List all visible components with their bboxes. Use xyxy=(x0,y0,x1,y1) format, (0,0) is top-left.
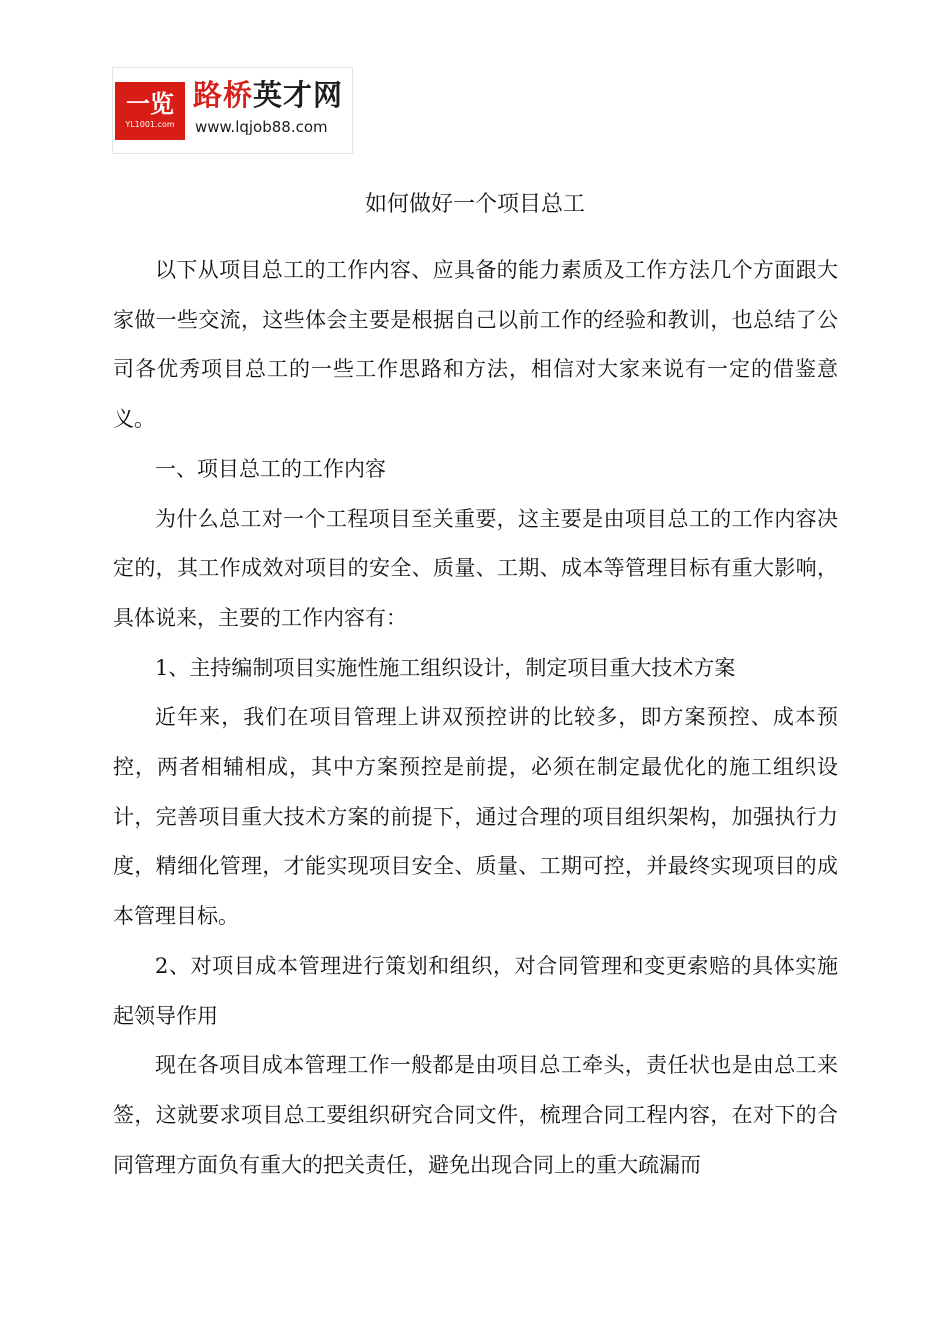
document-title: 如何做好一个项目总工 xyxy=(364,192,585,217)
logo-badge-main: 一览 xyxy=(126,90,174,118)
logo-name-red: 路桥 xyxy=(193,78,254,112)
paragraph: 近年来，我们在项目管理上讲双预控讲的比较多，即方案预控、成本预控，两者相辅相成，其中方案预控是前提，必须在制定最优化的施工组织设计，完善项目重大技术方案的前提下，通过合理的项目组织架构，加强执行力度，精细化管理，才能实现项目安全、质量、工期可控，并最终实现项目的成本管理目标。 xyxy=(113,705,838,929)
logo-badge-sub: YL1001.com xyxy=(125,120,175,129)
item-heading-1: 1、主持编制项目实施性施工组织设计，制定项目重大技术方案 xyxy=(155,655,736,680)
item-heading-2: 2、对项目成本管理进行策划和组织，对合同管理和变更索赔的具体实施起领导作用 xyxy=(113,953,838,1028)
logo-name xyxy=(193,78,343,112)
paragraph-intro: 以下从项目总工的工作内容、应具备的能力素质及工作方法几个方面跟大家做一些交流，这些体会主要是根据自己以前工作的经验和教训，也总结了公司各优秀项目总工的一些工作思路和方法，相信对大家来说有一定的借鉴意义。 xyxy=(113,258,838,432)
logo-url: www.lqjob88.com xyxy=(195,118,328,136)
paragraph: 为什么总工对一个工程项目至关重要，这主要是由项目总工的工作内容决定的，其工作成效对项目的安全、质量、工期、成本等管理目标有重大影响，具体说来，主要的工作内容有： xyxy=(113,506,838,630)
logo-badge xyxy=(115,82,185,140)
paragraph: 现在各项目成本管理工作一般都是由项目总工牵头，责任状也是由总工来签，这就要求项目总工要组织研究合同文件，梳理合同工程内容，在对下的合同管理方面负有重大的把关责任，避免出现合同上的重大疏漏而 xyxy=(113,1053,838,1177)
logo-name-dark: 英才网 xyxy=(253,78,344,112)
section-heading-1: 一、项目总工的工作内容 xyxy=(155,456,386,481)
document-body xyxy=(113,246,838,1190)
site-logo xyxy=(112,67,353,154)
